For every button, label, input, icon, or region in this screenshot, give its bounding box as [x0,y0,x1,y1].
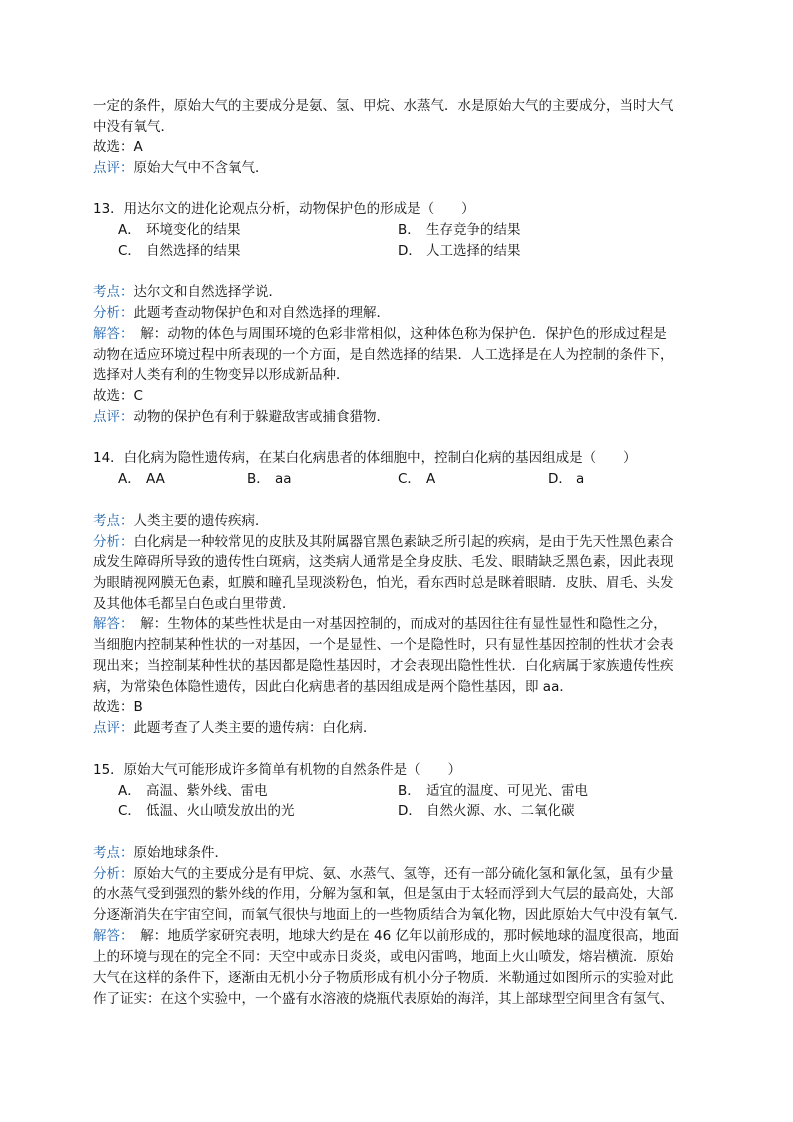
fenxi-text: 白化病是一种较常见的皮肤及其附属器官黑色素缺乏所引起的疾病，是由于先天性黑色素合 [133,534,674,550]
q13-comment [93,407,703,428]
intro-text-line-2: 中没有氧气． [93,119,174,135]
option-label: B． [247,471,270,487]
q15-jieda-line-4: 作了证实：在这个实验中，一个盛有水溶液的烧瓶代表原始的海洋，其上部球型空间里含有氢气、 [93,991,674,1007]
q13-kaodian [93,282,703,303]
kaodian-label: 考点： [93,284,134,300]
option-text: AA [146,471,165,487]
q14-jieda-line-1 [93,614,703,635]
q15-fenxi-line-2: 的水蒸气受到强烈的紫外线的作用，分解为氢和氧，但是氢由于太轻而浮到大气层的最高处，大部 [93,886,674,902]
option-text: A [426,471,436,487]
q14-option-a [118,469,165,490]
jieda-text: 解：动物的体色与周围环境的色彩非常相似，这种体色称为保护色．保护色的形成过程是 [126,326,667,342]
q15-option-a [118,781,268,802]
q14-comment [93,718,703,739]
q13-option-c [118,241,241,262]
kaodian-label: 考点： [93,513,134,529]
option-text: 人工选择的结果 [426,243,521,259]
option-label: C． [118,243,141,259]
option-label: C． [118,803,141,819]
q15-jieda-line-3: 大气在这样的条件下，逐渐由无机小分子物质形成有机小分子物质．米勒通过如图所示的实验对此 [93,970,674,986]
comment-label: 点评： [93,160,134,176]
option-text: 自然火源、水、二氧化碳 [426,803,575,819]
q13-option-b [398,220,521,241]
q14-fenxi-line-4: 及其他体毛都呈白色或白里带黄． [93,596,296,612]
q15-fenxi-line-1 [93,864,703,885]
q14-kaodian [93,511,703,532]
option-text: 环境变化的结果 [146,222,241,238]
q14-fenxi-line-1 [93,532,703,553]
q15-kaodian [93,843,703,864]
option-text: 生存竞争的结果 [426,222,521,238]
q14-fenxi-line-3: 为眼睛视网膜无色素，虹膜和瞳孔呈现淡粉色，怕光，看东西时总是眯着眼睛．皮肤、眉毛、头发 [93,575,674,591]
q13-option-a [118,220,241,241]
intro-answer: 故选：A [93,139,143,155]
option-label: D． [398,803,422,819]
option-text: aa [275,471,292,487]
option-label: A． [118,471,141,487]
q15-stem: 15．原始大气可能形成许多简单有机物的自然条件是（ ） [93,762,462,778]
comment-label: 点评： [93,720,134,736]
option-label: D． [398,243,422,259]
option-label: A． [118,783,141,799]
q13-answer: 故选：C [93,388,143,404]
kaodian-text: 达尔文和自然选择学说． [133,284,282,300]
q14-fenxi-line-2: 成发生障碍所导致的遗传性白斑病，这类病人通常是全身皮肤、毛发、眼睛缺乏黑色素，因此表现 [93,554,674,570]
option-label: C． [398,471,421,487]
q15-fenxi-line-3: 分逐渐消失在宇宙空间，而氧气很快与地面上的一些物质结合为氧化物，因此原始大气中没有氧气． [93,907,687,923]
kaodian-text: 人类主要的遗传疾病． [133,513,269,529]
q14-answer: 故选：B [93,699,143,715]
q13-stem: 13．用达尔文的进化论观点分析，动物保护色的形成是（ ） [93,201,475,217]
q13-jieda-line-1 [93,324,703,345]
q13-option-d [398,241,521,262]
q14-jieda-line-3: 现出来；当控制某种性状的基因都是隐性基因时，才会表现出隐性性状．白化病属于家族遗传性疾 [93,658,674,674]
kaodian-label: 考点： [93,845,134,861]
fenxi-label: 分析： [93,866,134,882]
q14-stem: 14．白化病为隐性遗传病，在某白化病患者的体细胞中，控制白化病的基因组成是（ ） [93,450,637,466]
option-text: a [576,471,585,487]
comment-label: 点评： [93,409,134,425]
q14-option-c [398,469,435,490]
q15-option-d [398,801,575,822]
comment-text: 此题考查了人类主要的遗传病：白化病． [133,720,377,736]
q14-jieda-line-4: 病，为常染色体隐性遗传，因此白化病患者的基因组成是两个隐性基因，即 aa． [93,679,573,695]
option-label: D． [548,471,572,487]
q14-option-d [548,469,584,490]
jieda-text: 解：地质学家研究表明，地球大约是在 46 亿年以前形成的，那时候地球的温度很高，地面 [126,928,680,944]
q15-option-c [118,801,295,822]
option-label: B． [398,783,421,799]
fenxi-label: 分析： [93,534,134,550]
option-text: 自然选择的结果 [146,243,241,259]
option-label: B． [398,222,421,238]
option-text: 高温、紫外线、雷电 [146,783,268,799]
comment-text: 原始大气中不含氧气． [133,160,269,176]
option-label: A． [118,222,141,238]
q13-jieda-line-2: 动物在适应环境过程中所表现的一个方面，是自然选择的结果．人工选择是在人为控制的条件下， [93,347,674,363]
fenxi-label: 分析： [93,305,134,321]
fenxi-text: 此题考查动物保护色和对自然选择的理解． [133,305,390,321]
jieda-label: 解答： [93,928,127,944]
jieda-text: 解：生物体的某些性状是由一对基因控制的，而成对的基因往往有显性显性和隐性之分， [126,616,667,632]
option-text: 适宜的温度、可见光、雷电 [426,783,588,799]
intro-text-line-1: 一定的条件，原始大气的主要成分是氨、氢、甲烷、水蒸气．水是原始大气的主要成分，当时大气 [93,98,674,114]
q15-jieda-line-1 [93,926,703,947]
kaodian-text: 原始地球条件． [133,845,228,861]
intro-comment [93,158,703,179]
option-text: 低温、火山喷发放出的光 [146,803,295,819]
q13-jieda-line-3: 选择对人类有利的生物变异以形成新品种． [93,367,350,383]
jieda-label: 解答： [93,326,127,342]
q14-option-b [247,469,292,490]
jieda-label: 解答： [93,616,127,632]
fenxi-text: 原始大气的主要成分是有甲烷、氨、水蒸气、氢等，还有一部分硫化氢和氰化氢，虽有少量 [133,866,674,882]
q14-jieda-line-2: 当细胞内控制某种性状的一对基因，一个是显性、一个是隐性时，只有显性基因控制的性状才会表 [93,637,674,653]
q15-jieda-line-2: 上的环境与现在的完全不同：天空中或赤日炎炎，或电闪雷鸣，地面上火山喷发，熔岩横流．原始 [93,949,674,965]
comment-text: 动物的保护色有利于躲避敌害或捕食猎物． [133,409,390,425]
q15-option-b [398,781,588,802]
q13-fenxi [93,303,703,324]
